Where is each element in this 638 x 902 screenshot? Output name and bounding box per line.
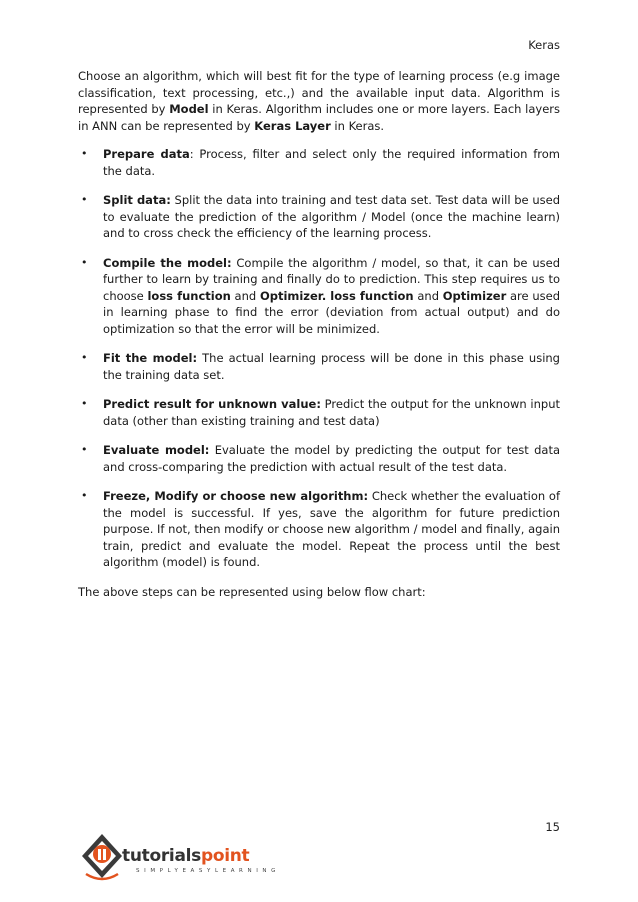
step-text: Split the data into training and test data set. Test data will be used to evaluate the prediction of the algorithm / Model (once the machine learn) and to cross check the efficiency of the learning process.: [103, 193, 560, 240]
intro-paragraph: [78, 68, 560, 134]
intro-text-1: Choose an algorithm, which will best fit for the type of learning process (e.g image classification, text processing, etc.,) and the available input data. Algorithm is represented by: [78, 69, 560, 116]
step-title: Evaluate model:: [103, 443, 210, 457]
outro-paragraph: The above steps can be represented using below flow chart:: [78, 584, 426, 599]
step-text: The actual learning process will be done in this phase using the training data set.: [103, 351, 560, 382]
intro-bold-keras-layer: Keras Layer: [254, 118, 331, 133]
list-item: [78, 488, 560, 571]
step-title: Predict result for unknown value:: [103, 397, 321, 411]
logo-tagline: SIMPLYEASYLEARNING: [136, 868, 280, 874]
step-text: and: [230, 288, 260, 303]
step-bold-term: Optimizer. loss function: [259, 288, 414, 303]
step-title: Prepare data: [103, 147, 190, 161]
running-header: Keras: [528, 38, 560, 52]
bullet-icon: •: [81, 255, 88, 269]
step-text: Predict the output for the unknown input data (other than existing training and test data): [103, 397, 560, 428]
list-item: [78, 146, 560, 179]
tutorialspoint-emblem-icon: [78, 828, 126, 886]
list-item: [78, 396, 560, 429]
bullet-icon: •: [81, 397, 88, 410]
step-title: Fit the model:: [103, 351, 198, 365]
logo-brand-part1: tutorials: [122, 846, 201, 866]
step-text: are used in learning phase to find the error (deviation from actual output) and do optimization so that the error will be minimized.: [103, 288, 560, 336]
step-text: Evaluate the model by predicting the output for test data and cross-comparing the prediction with actual result of the test data.: [103, 443, 560, 474]
step-bold-term: loss function: [147, 288, 231, 303]
bullet-icon: •: [81, 443, 88, 456]
list-item: [78, 255, 560, 338]
step-title: Split data:: [103, 193, 171, 207]
logo-brand-text: [122, 846, 249, 866]
page-body: [78, 68, 560, 600]
bullet-icon: •: [81, 351, 88, 364]
bullet-icon: •: [81, 147, 88, 160]
step-text: Check whether the evaluation of the model is successful. If yes, save the algorithm for future prediction purpose. If not, then modify or choose new algorithm / model and finally, again train, predict and evaluate the model. Repeat the process until the best algorithm (model) is found.: [103, 489, 561, 569]
step-title: Freeze, Modify or choose new algorithm:: [103, 489, 369, 503]
steps-list: [78, 146, 560, 571]
step-bold-term: Optimizer: [442, 288, 507, 303]
bullet-icon: •: [81, 193, 88, 206]
step-text: Compile the algorithm / model, so that, it can be used further to learn by training and finally do to prediction. This step requires us to choose: [103, 255, 560, 303]
step-text: : Process, filter and select only the required information from the data.: [103, 147, 560, 178]
step-title: Compile the model:: [103, 255, 232, 270]
intro-bold-model: Model: [169, 102, 209, 116]
list-item: [78, 442, 560, 475]
bullet-icon: •: [81, 489, 88, 502]
page-number: 15: [545, 820, 560, 834]
list-item: [78, 350, 560, 383]
intro-text-3: in Keras.: [330, 118, 385, 133]
list-item: [78, 192, 560, 242]
intro-text-2: in Keras. Algorithm includes one or more layers. Each layers in ANN can be represented by: [78, 102, 561, 133]
tutorialspoint-logo: [78, 828, 278, 886]
logo-brand-part2: point: [200, 846, 250, 866]
step-text: and: [413, 288, 443, 303]
